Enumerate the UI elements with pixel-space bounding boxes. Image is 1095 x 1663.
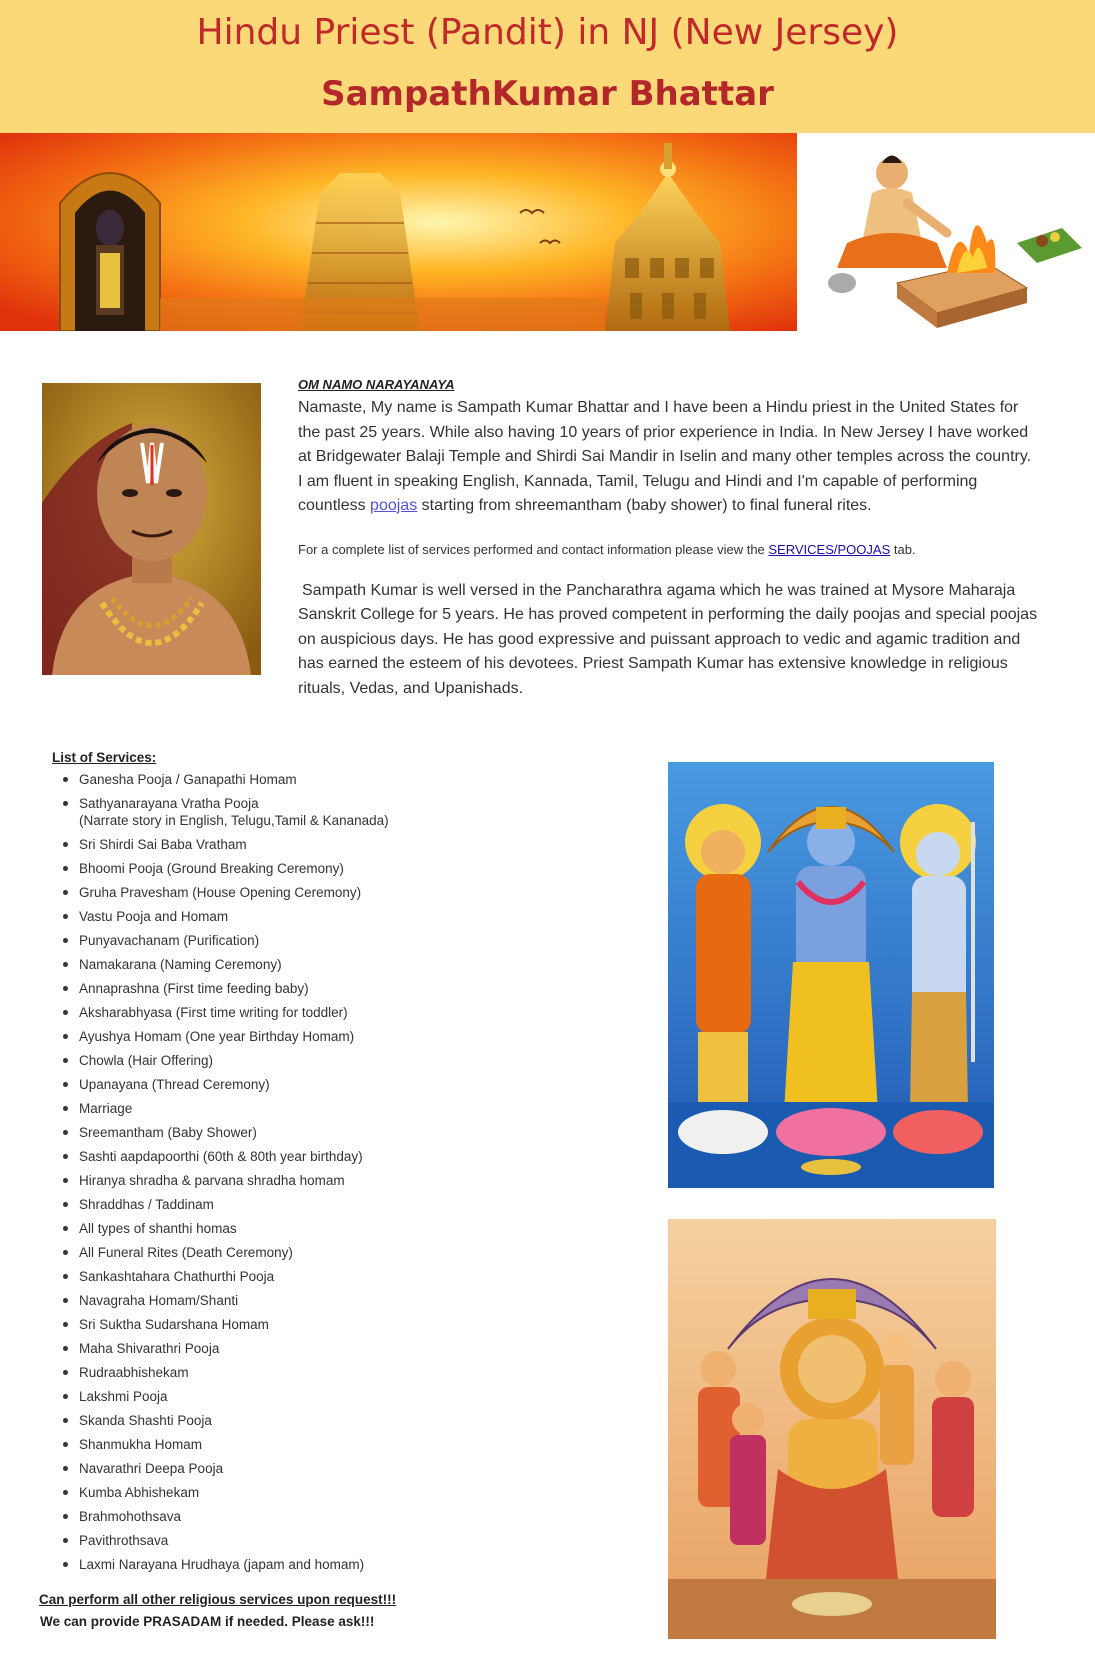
list-item: Gruha Pravesham (House Opening Ceremony) [79,884,612,901]
list-item [79,795,612,829]
list-item: Maha Shivarathri Pooja [79,1340,612,1357]
priest-homam-illustration [797,133,1095,331]
temple-banner-image [0,133,797,331]
list-item: All types of shanthi homas [79,1220,612,1237]
intro-section [298,376,1038,701]
list-item: Shraddhas / Taddinam [79,1196,612,1213]
narasimha-deity-image [668,1219,996,1639]
list-item: Sri Suktha Sudarshana Homam [79,1316,612,1333]
other-services-note: Can perform all other religious services upon request!!! [39,1592,397,1607]
list-item: Marriage [79,1100,612,1117]
list-item: Annaprashna (First time feeding baby) [79,980,612,997]
list-item-note: (Narrate story in English, Telugu,Tamil & Kananada) [79,813,389,828]
list-item: Sashti aapdapoorthi (60th & 80th year birthday) [79,1148,612,1165]
list-item: Rudraabhishekam [79,1364,612,1381]
page-title: Hindu Priest (Pandit) in NJ (New Jersey) [196,12,899,53]
services-section [52,750,612,1580]
list-item: Sri Shirdi Sai Baba Vratham [79,836,612,853]
contact-info-note [298,541,1038,559]
list-item: Lakshmi Pooja [79,1388,612,1405]
prasadam-note: We can provide PRASADAM if needed. Please ask!!! [40,1614,375,1629]
contact-text-part2: tab. [890,541,916,557]
poojas-link[interactable]: poojas [370,497,418,514]
list-item-text: Sathyanarayana Vratha Pooja [79,796,259,811]
trimurti-deity-image [668,762,994,1188]
om-namo-heading: OM NAMO NARAYANAYA [298,377,455,392]
list-item: Punyavachanam (Purification) [79,932,612,949]
list-item: Shanmukha Homam [79,1436,612,1453]
list-item: Kumba Abhishekam [79,1484,612,1501]
intro-paragraph [298,396,1038,519]
intro-text-part1: Namaste, My name is Sampath Kumar Bhattar and I have been a Hindu priest in the United States for the past 25 years. While also having 10 years of prior experience in India. In New Jersey I have worked at Bridgewater Balaji Temple and Shirdi Sai Mandir in Iselin and many other temples across the country. I am fluent in speaking English, Kannada, Tamil, Telugu and Hindi and I'm capable of performing countless [298,399,1032,514]
services-list-title: List of Services: [52,750,157,765]
list-item: Upanayana (Thread Ceremony) [79,1076,612,1093]
list-item: Hiranya shradha & parvana shradha homam [79,1172,612,1189]
list-item: Namakarana (Naming Ceremony) [79,956,612,973]
list-item: Chowla (Hair Offering) [79,1052,612,1069]
list-item: Navagraha Homam/Shanti [79,1292,612,1309]
list-item: Sreemantham (Baby Shower) [79,1124,612,1141]
list-item: Sankashtahara Chathurthi Pooja [79,1268,612,1285]
list-item: Skanda Shashti Pooja [79,1412,612,1429]
services-poojas-link[interactable]: SERVICES/POOJAS [768,541,891,557]
list-item: All Funeral Rites (Death Ceremony) [79,1244,612,1261]
services-list [52,771,612,1573]
priest-bio-paragraph: Sampath Kumar is well versed in the Pancharathra agama which he was trained at Mysore Maharaja Sanskrit College for 5 years. He has proved competent in performing the daily poojas and special poojas on auspicious days. He has good expressive and puissant approach to vedic and agamic tradition and has earned the esteem of his devotees. Priest Sampath Kumar has extensive knowledge in religious rituals, Vedas, and Upanishads. [298,581,1038,697]
page-subtitle: SampathKumar Bhattar [321,74,774,114]
page-header [0,0,1095,133]
list-item: Ganesha Pooja / Ganapathi Homam [79,771,612,788]
list-item: Ayushya Homam (One year Birthday Homam) [79,1028,612,1045]
list-item: Bhoomi Pooja (Ground Breaking Ceremony) [79,860,612,877]
contact-text-part1: For a complete list of services performed and contact information please view the [298,541,769,557]
priest-portrait-photo [42,383,261,675]
list-item: Laxmi Narayana Hrudhaya (japam and homam) [79,1556,612,1573]
list-item: Navarathri Deepa Pooja [79,1460,612,1477]
list-item: Brahmohothsava [79,1508,612,1525]
list-item: Aksharabhyasa (First time writing for toddler) [79,1004,612,1021]
intro-text-part2: starting from shreemantham (baby shower) to final funeral rites. [417,497,872,514]
list-item: Vastu Pooja and Homam [79,908,612,925]
list-item: Pavithrothsava [79,1532,612,1549]
